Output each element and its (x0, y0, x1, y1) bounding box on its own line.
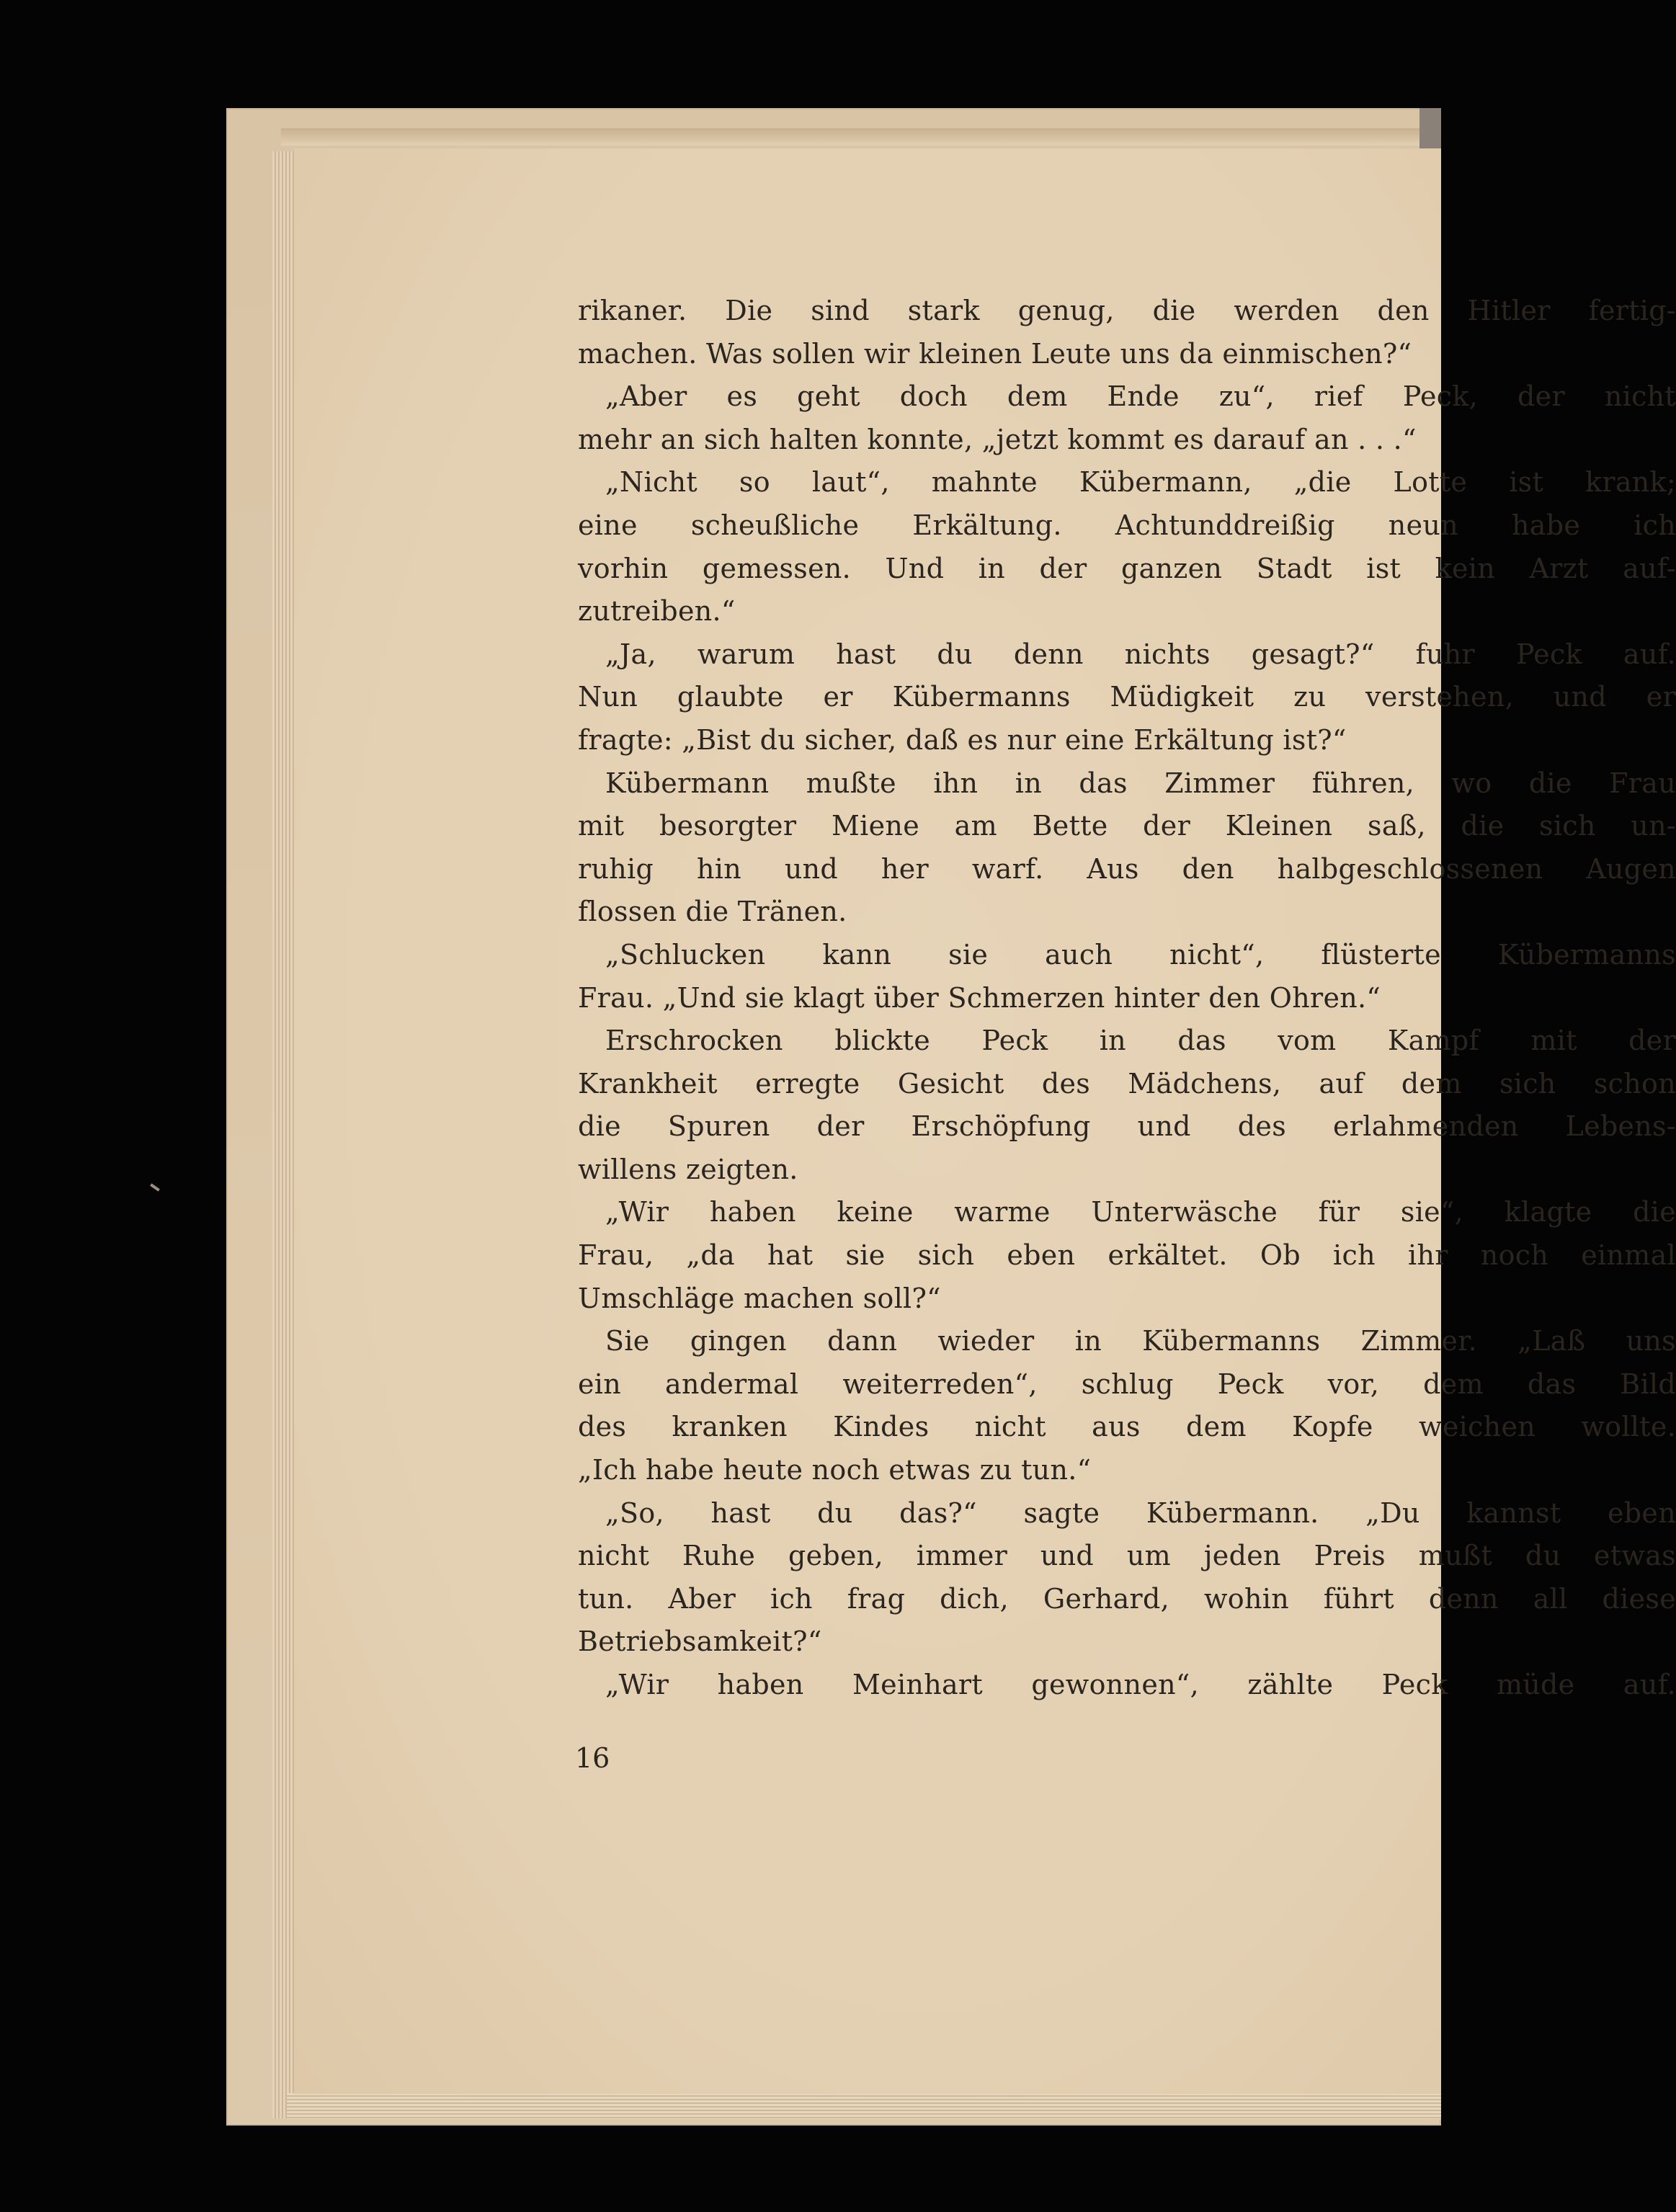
text-line: fragte: „Bist du sicher, daß es nur eine Erkältung ist?“ (578, 723, 1347, 756)
text-line: die Spuren der Erschöpfung und des erlahmenden Lebens- (578, 1110, 1676, 1143)
text-line: ein andermal weiterreden“, schlug Peck vor, dem das Bild (578, 1368, 1676, 1400)
text-line: Nun glaubte er Kübermanns Müdigkeit zu verstehen, und er (578, 681, 1676, 713)
text-line: des kranken Kindes nicht aus dem Kopfe weichen wollte. (578, 1411, 1676, 1443)
text-line: „Schlucken kann sie auch nicht“, flüsterte Kübermanns (605, 938, 1676, 971)
page-edges-bottom (287, 2093, 1441, 2119)
text-line: tun. Aber ich frag dich, Gerhard, wohin führt denn all diese (578, 1582, 1676, 1615)
text-line: flossen die Tränen. (578, 896, 847, 928)
cover-top-edge (281, 128, 1441, 146)
text-line: mit besorgter Miene am Bette der Kleinen saß, die sich un- (578, 810, 1676, 842)
text-line: „Aber es geht doch dem Ende zu“, rief Peck, der nicht (605, 380, 1676, 413)
text-line: Krankheit erregte Gesicht des Mädchens, auf dem sich schon (578, 1067, 1676, 1100)
text-line: Frau. „Und sie klagt über Schmerzen hinter den Ohren.“ (578, 981, 1381, 1014)
text-line: ruhig hin und her warf. Aus den halbgeschlossenen Augen (578, 852, 1676, 885)
text-line: willens zeigten. (578, 1153, 798, 1185)
text-line: Sie gingen dann wieder in Kübermanns Zimmer. „Laß uns (605, 1325, 1676, 1357)
text-line: Frau, „da hat sie sich eben erkältet. Ob ich ihr noch einmal (578, 1239, 1676, 1272)
dust-speck (150, 1183, 160, 1191)
text-line: „Wir haben keine warme Unterwäsche für sie“, klagte die (605, 1196, 1676, 1228)
text-line: mehr an sich halten konnte, „jetzt kommt es darauf an . . .“ (578, 423, 1417, 455)
text-line: machen. Was sollen wir kleinen Leute uns da einmischen?“ (578, 337, 1412, 370)
text-line: nicht Ruhe geben, immer und um jeden Preis mußt du etwas (578, 1540, 1676, 1572)
text-line: Umschläge machen soll?“ (578, 1282, 941, 1314)
text-line: rikaner. Die sind stark genug, die werden den Hitler fertig- (578, 295, 1676, 326)
text-line: zutreiben.“ (578, 595, 736, 628)
body-text (578, 290, 1676, 1707)
text-line: Erschrocken blickte Peck in das vom Kampf mit der (605, 1025, 1676, 1057)
text-line: „So, hast du das?“ sagte Kübermann. „Du kannst eben (605, 1497, 1676, 1529)
text-line: „Wir haben Meinhart gewonnen“, zählte Peck müde auf. (605, 1669, 1676, 1700)
text-line: „Nicht so laut“, mahnte Kübermann, „die Lotte ist krank; (605, 466, 1676, 499)
text-line: Kübermann mußte ihn in das Zimmer führen, wo die Frau (605, 767, 1676, 799)
text-line: eine scheußliche Erkältung. Achtunddreißig neun habe ich (578, 509, 1676, 541)
book-page (294, 148, 1676, 2094)
text-line: Betriebsamkeit?“ (578, 1625, 822, 1658)
text-line: vorhin gemessen. Und in der ganzen Stadt ist kein Arzt auf- (578, 552, 1676, 584)
text-line: „Ja, warum hast du denn nichts gesagt?“ fuhr Peck auf. (605, 638, 1676, 670)
page-number: 16 (575, 1742, 610, 1774)
text-line: „Ich habe heute noch etwas zu tun.“ (578, 1454, 1092, 1486)
